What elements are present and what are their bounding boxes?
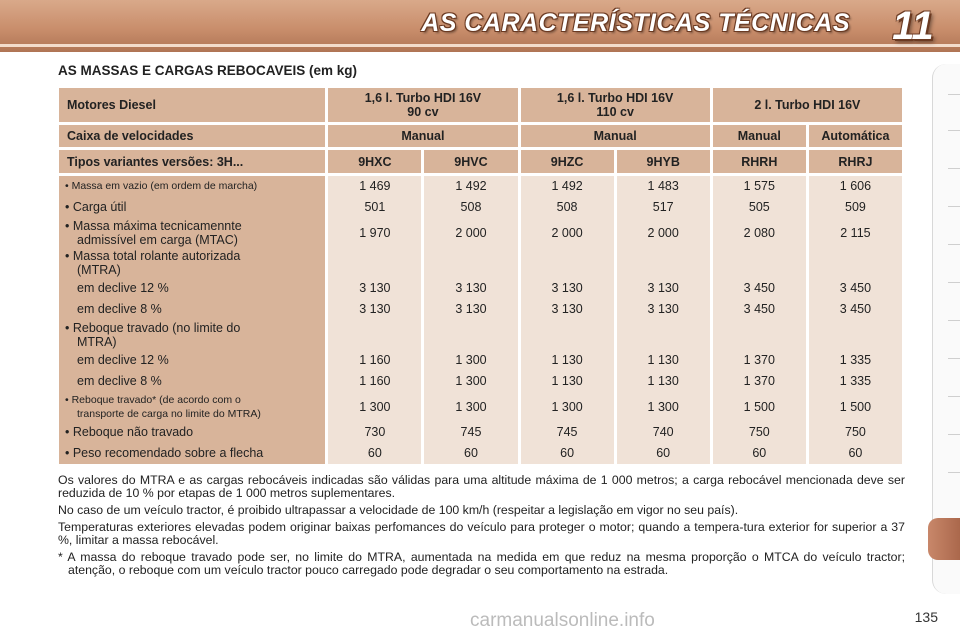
value-cell: 3 450 — [743, 281, 775, 295]
value-cell — [809, 320, 902, 350]
row-label-text: em declive 8 % — [77, 374, 162, 388]
row-label — [59, 443, 325, 464]
row-label-text: em declive 12 % — [77, 281, 169, 295]
value-cell: 60 — [656, 446, 671, 460]
value-cell: 1 606 — [839, 179, 872, 193]
value-cell — [521, 320, 614, 350]
value-cell: 3 130 — [551, 302, 583, 316]
gearbox-cell: Manual — [521, 125, 710, 147]
engine-label: Motores Diesel — [59, 88, 325, 122]
value-cell: 3 450 — [743, 302, 775, 316]
tab-divider — [948, 94, 960, 95]
values-column — [809, 176, 902, 464]
chapter-tabs — [932, 64, 960, 594]
value-cell: 1 492 — [455, 179, 487, 193]
value-cell — [424, 320, 517, 350]
value-cell — [424, 248, 517, 278]
value-cell: 2 115 — [840, 226, 871, 240]
row-label — [59, 320, 325, 350]
variant-cell: 9HXC — [328, 150, 421, 173]
value-cell: 3 450 — [839, 302, 872, 316]
notes-block — [58, 474, 905, 581]
value-cell: 1 300 — [647, 400, 679, 414]
value-cell: 3 130 — [455, 302, 487, 316]
row-label-text: em declive 8 % — [77, 302, 162, 316]
value-cell: 1 500 — [839, 400, 872, 414]
row-label — [59, 392, 325, 422]
value-cell: 505 — [748, 200, 770, 214]
value-cell: 1 130 — [647, 374, 679, 388]
note-speed: No caso de um veículo tractor, é proibido ultrapassar a velocidade de 100 km/h (respeitar a legislação em vigor no seu país). — [58, 503, 739, 517]
value-cell: 1 500 — [743, 400, 775, 414]
tab-divider — [948, 472, 960, 473]
value-cell: 750 — [748, 425, 770, 439]
note-temperature: Temperaturas exteriores elevadas podem originar baixas perfomances do veículo para proteger o motor; quando a tempera-tura exterior for superior a 37 %, limitar a massa rebocável. — [58, 520, 905, 547]
value-cell: 3 130 — [551, 281, 583, 295]
value-cell: 1 370 — [743, 374, 775, 388]
variant-cell: RHRH — [713, 150, 806, 173]
row-label-text: • Reboque travado* (de acordo com o — [65, 394, 241, 406]
value-cell: 509 — [845, 200, 866, 214]
tab-divider — [948, 320, 960, 321]
values-column — [713, 176, 806, 464]
chapter-tabs-track — [932, 64, 960, 594]
value-cell — [328, 248, 421, 278]
values-column — [521, 176, 614, 464]
gearbox-cell: Manual — [713, 125, 806, 147]
gearbox-label: Caixa de velocidades — [59, 125, 325, 147]
value-cell: 745 — [556, 425, 578, 439]
value-cell: 3 450 — [839, 281, 872, 295]
value-cell: 1 130 — [551, 353, 583, 367]
page-title: AS CARACTERÍSTICAS TÉCNICAS — [421, 9, 850, 37]
row-label-text: • Peso recomendado sobre a flecha — [65, 446, 264, 460]
row-label — [59, 371, 325, 392]
values-column — [328, 176, 421, 464]
value-cell: 60 — [848, 446, 863, 460]
value-cell: 1 300 — [455, 353, 487, 367]
value-cell: 60 — [752, 446, 767, 460]
value-cell: 730 — [364, 425, 386, 439]
row-labels-column — [59, 176, 325, 464]
value-cell: 508 — [460, 200, 482, 214]
row-label-text: • Carga útil — [65, 200, 127, 214]
value-cell: 2 080 — [743, 226, 775, 240]
watermark: carmanualsonline.info — [470, 610, 655, 631]
value-cell: 1 469 — [359, 179, 391, 193]
row-label-text: em declive 12 % — [77, 353, 169, 367]
value-cell: 2 000 — [551, 226, 583, 240]
value-cell: 750 — [845, 425, 866, 439]
chapter-number: 11 — [892, 4, 934, 48]
variant-cell: 9HYB — [617, 150, 710, 173]
value-cell: 3 130 — [455, 281, 487, 295]
value-cell — [617, 248, 710, 278]
value-cell: 60 — [560, 446, 575, 460]
gearbox-cell: Manual — [328, 125, 517, 147]
variant-cell: 9HVC — [424, 150, 517, 173]
row-label — [59, 248, 325, 278]
value-cell: 740 — [652, 425, 674, 439]
tab-divider — [948, 244, 960, 245]
value-cell — [713, 320, 806, 350]
value-cell: 1 300 — [455, 374, 487, 388]
tab-divider — [948, 358, 960, 359]
section-title: AS MASSAS E CARGAS REBOCAVEIS (em kg) — [58, 63, 358, 78]
value-cell: 1 970 — [359, 226, 391, 240]
tab-divider — [948, 130, 960, 131]
value-cell: 1 575 — [743, 179, 775, 193]
tab-divider — [948, 282, 960, 283]
variants-label: Tipos variantes versões: 3H... — [59, 150, 325, 173]
variant-cell: 9HZC — [521, 150, 614, 173]
value-cell — [809, 248, 902, 278]
value-cell — [328, 320, 421, 350]
engine-col-2: 1,6 l. Turbo HDI 16V 110 cv — [521, 88, 710, 122]
variants-row — [59, 150, 902, 173]
row-label — [59, 350, 325, 371]
page-number: 135 — [914, 609, 938, 625]
row-label-text: • Reboque travado (no limite do — [65, 321, 241, 335]
tab-divider — [948, 396, 960, 397]
row-label-text: MTRA) — [77, 335, 117, 349]
row-label-text: • Reboque não travado — [65, 425, 194, 439]
engine-col-1: 1,6 l. Turbo HDI 16V 90 cv — [328, 88, 517, 122]
row-label-text: transporte de carga no limite do MTRA) — [77, 408, 261, 420]
value-cell: 1 300 — [359, 400, 391, 414]
value-cell: 501 — [364, 200, 386, 214]
engine-col-3: 2 l. Turbo HDI 16V — [713, 88, 902, 122]
value-cell: 1 483 — [647, 179, 679, 193]
value-cell: 745 — [460, 425, 482, 439]
row-label — [59, 278, 325, 299]
value-cell: 3 130 — [647, 302, 679, 316]
row-label — [59, 422, 325, 443]
row-label-text: • Massa total rolante autorizada — [65, 249, 241, 263]
row-label-text: • Massa em vazio (em ordem de marcha) — [65, 180, 258, 192]
header-band — [0, 0, 960, 52]
tab-divider — [948, 434, 960, 435]
row-label-text: admissível em carga (MTAC) — [77, 233, 238, 247]
value-cell: 1 300 — [455, 400, 487, 414]
value-cell: 517 — [652, 200, 674, 214]
value-cell — [521, 248, 614, 278]
value-cell: 1 300 — [551, 400, 583, 414]
value-cell: 1 492 — [551, 179, 583, 193]
value-cell: 1 130 — [551, 374, 583, 388]
value-cell: 2 000 — [455, 226, 487, 240]
value-cell: 3 130 — [647, 281, 679, 295]
note-altitude: Os valores do MTRA e as cargas rebocáveis indicadas são válidas para uma altitude máxima de 1 000 metros; a carga rebocável mencionada deve ser reduzida de 10 % por etapas de 1 000 metros suplementares. — [58, 473, 905, 500]
row-label-text: • Massa máxima tecnicamennte — [65, 219, 242, 233]
value-cell: 1 160 — [359, 374, 391, 388]
row-label-text: (MTRA) — [77, 263, 121, 277]
gearbox-row — [59, 125, 902, 147]
value-cell: 1 160 — [359, 353, 391, 367]
data-body — [59, 176, 902, 464]
row-label — [59, 197, 325, 218]
value-cell: 1 370 — [743, 353, 775, 367]
note-footnote: * A massa do reboque travado pode ser, no limite do MTRA, aumentada na medida em que reduz na mesma proporção o MTCA do veículo tractor; atenção, o reboque com um veículo tractor pouco carregado pode degradar o seu comportamento na estrada. — [58, 550, 905, 577]
value-cell: 1 335 — [839, 374, 872, 388]
values-column — [617, 176, 710, 464]
tab-divider — [948, 168, 960, 169]
value-cell — [617, 320, 710, 350]
value-cell: 2 000 — [647, 226, 679, 240]
value-cell: 1 130 — [647, 353, 679, 367]
value-cell: 3 130 — [359, 281, 391, 295]
variant-cell: RHRJ — [809, 150, 902, 173]
active-chapter-tab[interactable] — [928, 518, 960, 560]
value-cell: 3 130 — [359, 302, 391, 316]
row-label — [59, 299, 325, 320]
engine-header-row — [59, 88, 902, 122]
row-label — [59, 218, 325, 248]
values-column — [424, 176, 517, 464]
value-cell: 508 — [556, 200, 578, 214]
value-cell: 60 — [367, 446, 382, 460]
row-label — [59, 176, 325, 197]
value-cell — [713, 248, 806, 278]
gearbox-cell: Automática — [809, 125, 902, 147]
tab-divider — [948, 206, 960, 207]
header-stripe — [0, 44, 960, 47]
spec-table — [56, 85, 905, 467]
value-cell: 60 — [464, 446, 478, 460]
value-cell: 1 335 — [839, 353, 872, 367]
